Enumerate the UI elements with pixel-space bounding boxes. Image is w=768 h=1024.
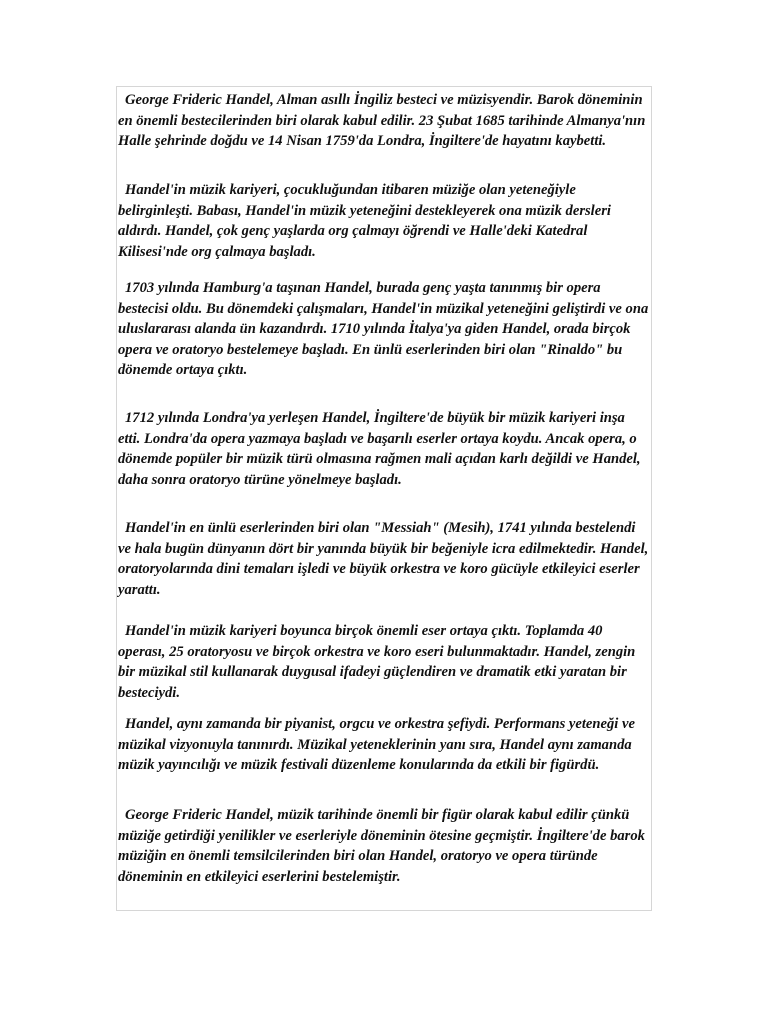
paragraph-8: George Frideric Handel, müzik tarihinde önemli bir figür olarak kabul edilir çünkü müziğe getirdiği yenilikler ve eserleriyle döneminin ötesine geçmiştir. İngiltere'de barok müziğin en önemli temsilcilerinden biri olan Handel, oratoryo ve opera türünde döneminin en etkileyici eserlerini bestelemiştir. [118, 807, 645, 885]
document-page [116, 86, 652, 911]
paragraph-5: Handel'in en ünlü eserlerinden biri olan "Messiah" (Mesih), 1741 yılında bestelendi ve hala bugün dünyanın dört bir yanında büyük bir beğeniyle icra edilmektedir. Handel, oratoryolarında dini temaları işledi ve büyük orkestra ve koro gücüyle etkileyici eserler yarattı. [118, 520, 649, 598]
paragraph-3: 1703 yılında Hamburg'a taşınan Handel, burada genç yaşta tanınmış bir opera bestecisi oldu. Bu dönemdeki çalışmaları, Handel'in müzikal yeteneğini geliştirdi ve ona uluslararası alanda ün kazandırdı. 1710 yılında İtalya'ya giden Handel, orada birçok opera ve oratoryo bestelemeye başladı. En ünlü eserlerinden biri olan "Rinaldo" bu dönemde ortaya çıktı. [118, 280, 649, 379]
paragraph-4: 1712 yılında Londra'ya yerleşen Handel, İngiltere'de büyük bir müzik kariyeri inşa etti. Londra'da opera yazmaya başladı ve başarılı eserler ortaya koydu. Ancak opera, o dönemde popüler bir müzik türü olmasına rağmen mali açıdan karlı değildi ve Handel, daha sonra oratoryo türüne yönelmeye başladı. [118, 410, 641, 488]
paragraph-6: Handel'in müzik kariyeri boyunca birçok önemli eser ortaya çıktı. Toplamda 40 operası, 25 oratoryosu ve birçok orkestra ve koro eseri bulunmaktadır. Handel, zengin bir müzikal stil kullanarak duygusal ifadeyi güçlendiren ve dramatik etki yaratan bir besteciydi. [118, 623, 636, 701]
paragraph-2: Handel'in müzik kariyeri, çocukluğundan itibaren müziğe olan yeteneğiyle belirginleşti. Babası, Handel'in müzik yeteneğini destekleyerek ona müzik dersleri aldırdı. Handel, çok genç yaşlarda org çalmayı öğrendi ve Halle'deki Katedral Kilisesi'nde org çalmaya başladı. [118, 182, 611, 260]
paragraph-1: George Frideric Handel, Alman asıllı İngiliz besteci ve müzisyendir. Barok döneminin en önemli bestecilerinden biri olarak kabul edilir. 23 Şubat 1685 tarihinde Almanya'nın Halle şehrinde doğdu ve 14 Nisan 1759'da Londra, İngiltere'de hayatını kaybetti. [118, 92, 646, 150]
paragraph-7: Handel, aynı zamanda bir piyanist, orgcu ve orkestra şefiydi. Performans yeteneği ve müzikal vizyonuyla tanınırdı. Müzikal yeteneklerinin yanı sıra, Handel aynı zamanda müzik yayıncılığı ve müzik festivali düzenleme konularında da etkili bir figürdü. [118, 716, 635, 774]
